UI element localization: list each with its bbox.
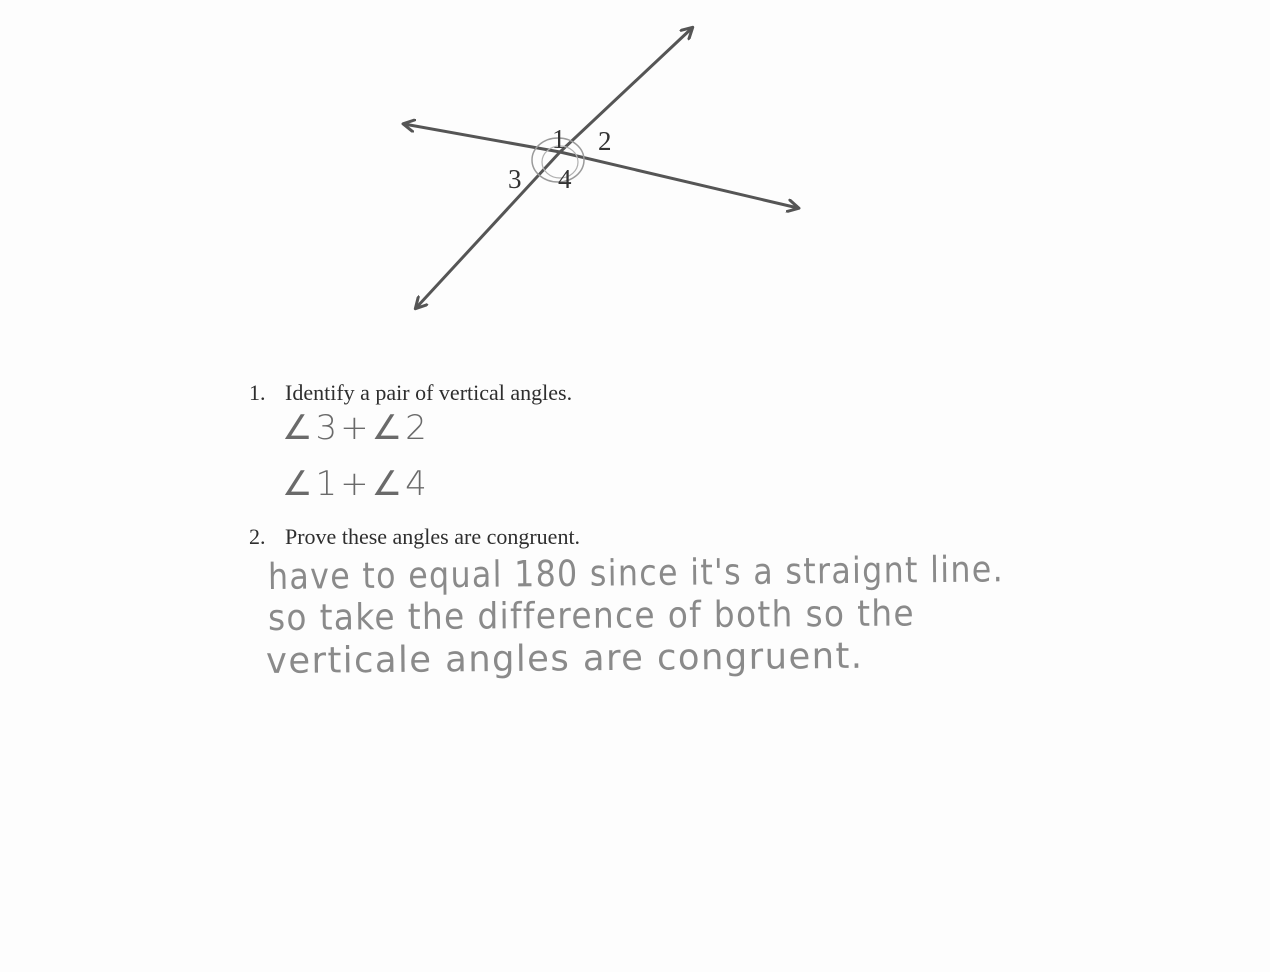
answer-1-line-2: ∠1+∠4 [282,464,430,504]
answer-2-line-2: so take the difference of both so the [267,593,916,639]
angle-label-3: 3 [508,164,522,194]
question-2 [249,524,580,550]
line-horizontal-extension [560,152,798,208]
answer-2-line-1: have to equal 180 since it's a straignt line. [267,549,1005,598]
question-1-text: Identify a pair of vertical angles. [285,380,573,405]
question-1-number: 1. [249,380,266,405]
question-1 [249,380,572,406]
line-diagonal [560,28,692,152]
question-2-text: Prove these angles are congruent. [285,524,581,549]
angle-label-1: 1 [552,124,566,154]
question-2-number: 2. [249,524,266,549]
vertical-angles-diagram [0,0,1270,340]
answer-1-line-1: ∠3+∠2 [282,408,430,448]
angle-label-4: 4 [558,164,572,194]
angle-label-2: 2 [598,126,612,156]
answer-2-line-3: verticale angles are congruent. [265,635,864,682]
